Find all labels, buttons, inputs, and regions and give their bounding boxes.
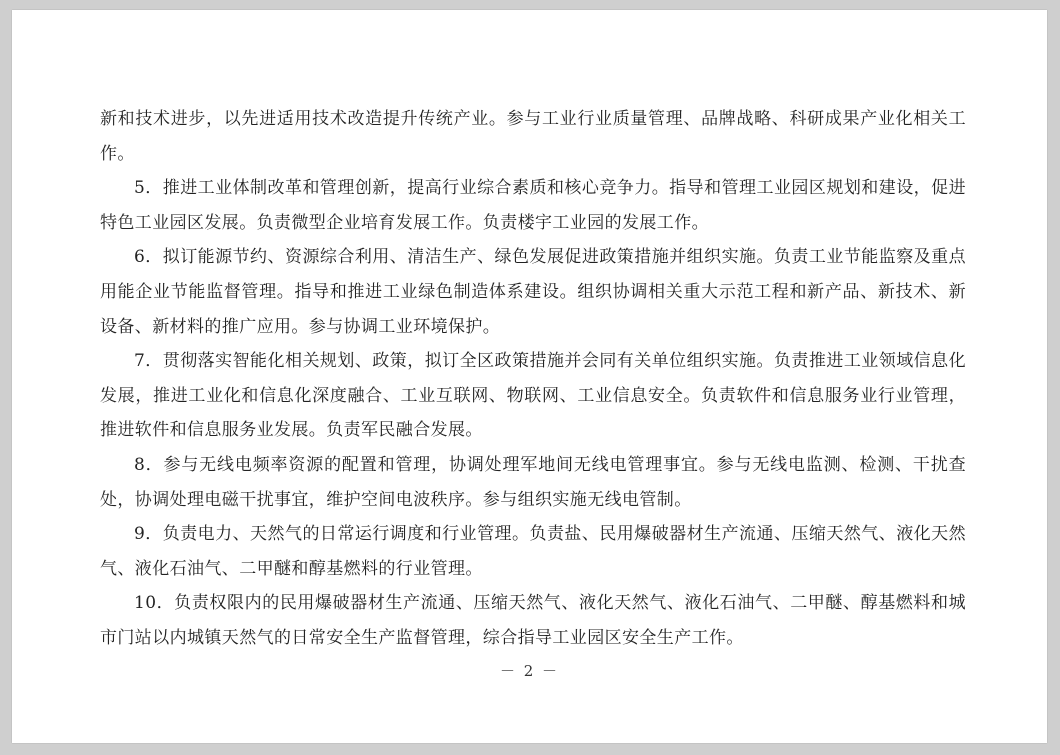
- paragraph-item-10: 10．负责权限内的民用爆破器材生产流通、压缩天然气、液化天然气、液化石油气、二甲醚、醇基燃料和城市门站以内城镇天然气的日常安全生产监督管理，综合指导工业园区安全生产工作。: [100, 593, 966, 648]
- document-body: [100, 102, 966, 656]
- paragraph-item-6: 6．拟订能源节约、资源综合利用、清洁生产、绿色发展促进政策措施并组织实施。负责工业节能监察及重点用能企业节能监督管理。指导和推进工业绿色制造体系建设。组织协调相关重大示范工程和新产品、新技术、新设备、新材料的推广应用。参与协调工业环境保护。: [100, 247, 966, 337]
- document-page: [12, 10, 1047, 743]
- paragraph-item-7: 7．贯彻落实智能化相关规划、政策，拟订全区政策措施并会同有关单位组织实施。负责推进工业领域信息化发展，推进工业化和信息化深度融合、工业互联网、物联网、工业信息安全。负责软件和信息服务业行业管理，推进软件和信息服务业发展。负责军民融合发展。: [100, 351, 966, 441]
- paragraph-continued: 新和技术进步，以先进适用技术改造提升传统产业。参与工业行业质量管理、品牌战略、科研成果产业化相关工作。: [100, 109, 966, 164]
- paragraph-item-8: 8．参与无线电频率资源的配置和管理，协调处理军地间无线电管理事宜。参与无线电监测、检测、干扰查处，协调处理电磁干扰事宜，维护空间电波秩序。参与组织实施无线电管制。: [100, 454, 966, 510]
- paragraph-item-5: 5．推进工业体制改革和管理创新，提高行业综合素质和核心竞争力。指导和管理工业园区规划和建设，促进特色工业园区发展。负责微型企业培育发展工作。负责楼宇工业园的发展工作。: [100, 178, 966, 233]
- paragraph-item-9: 9．负责电力、天然气的日常运行调度和行业管理。负责盐、民用爆破器材生产流通、压缩天然气、液化天然气、液化石油气、二甲醚和醇基燃料的行业管理。: [100, 524, 966, 579]
- page-number: － 2 －: [499, 662, 560, 680]
